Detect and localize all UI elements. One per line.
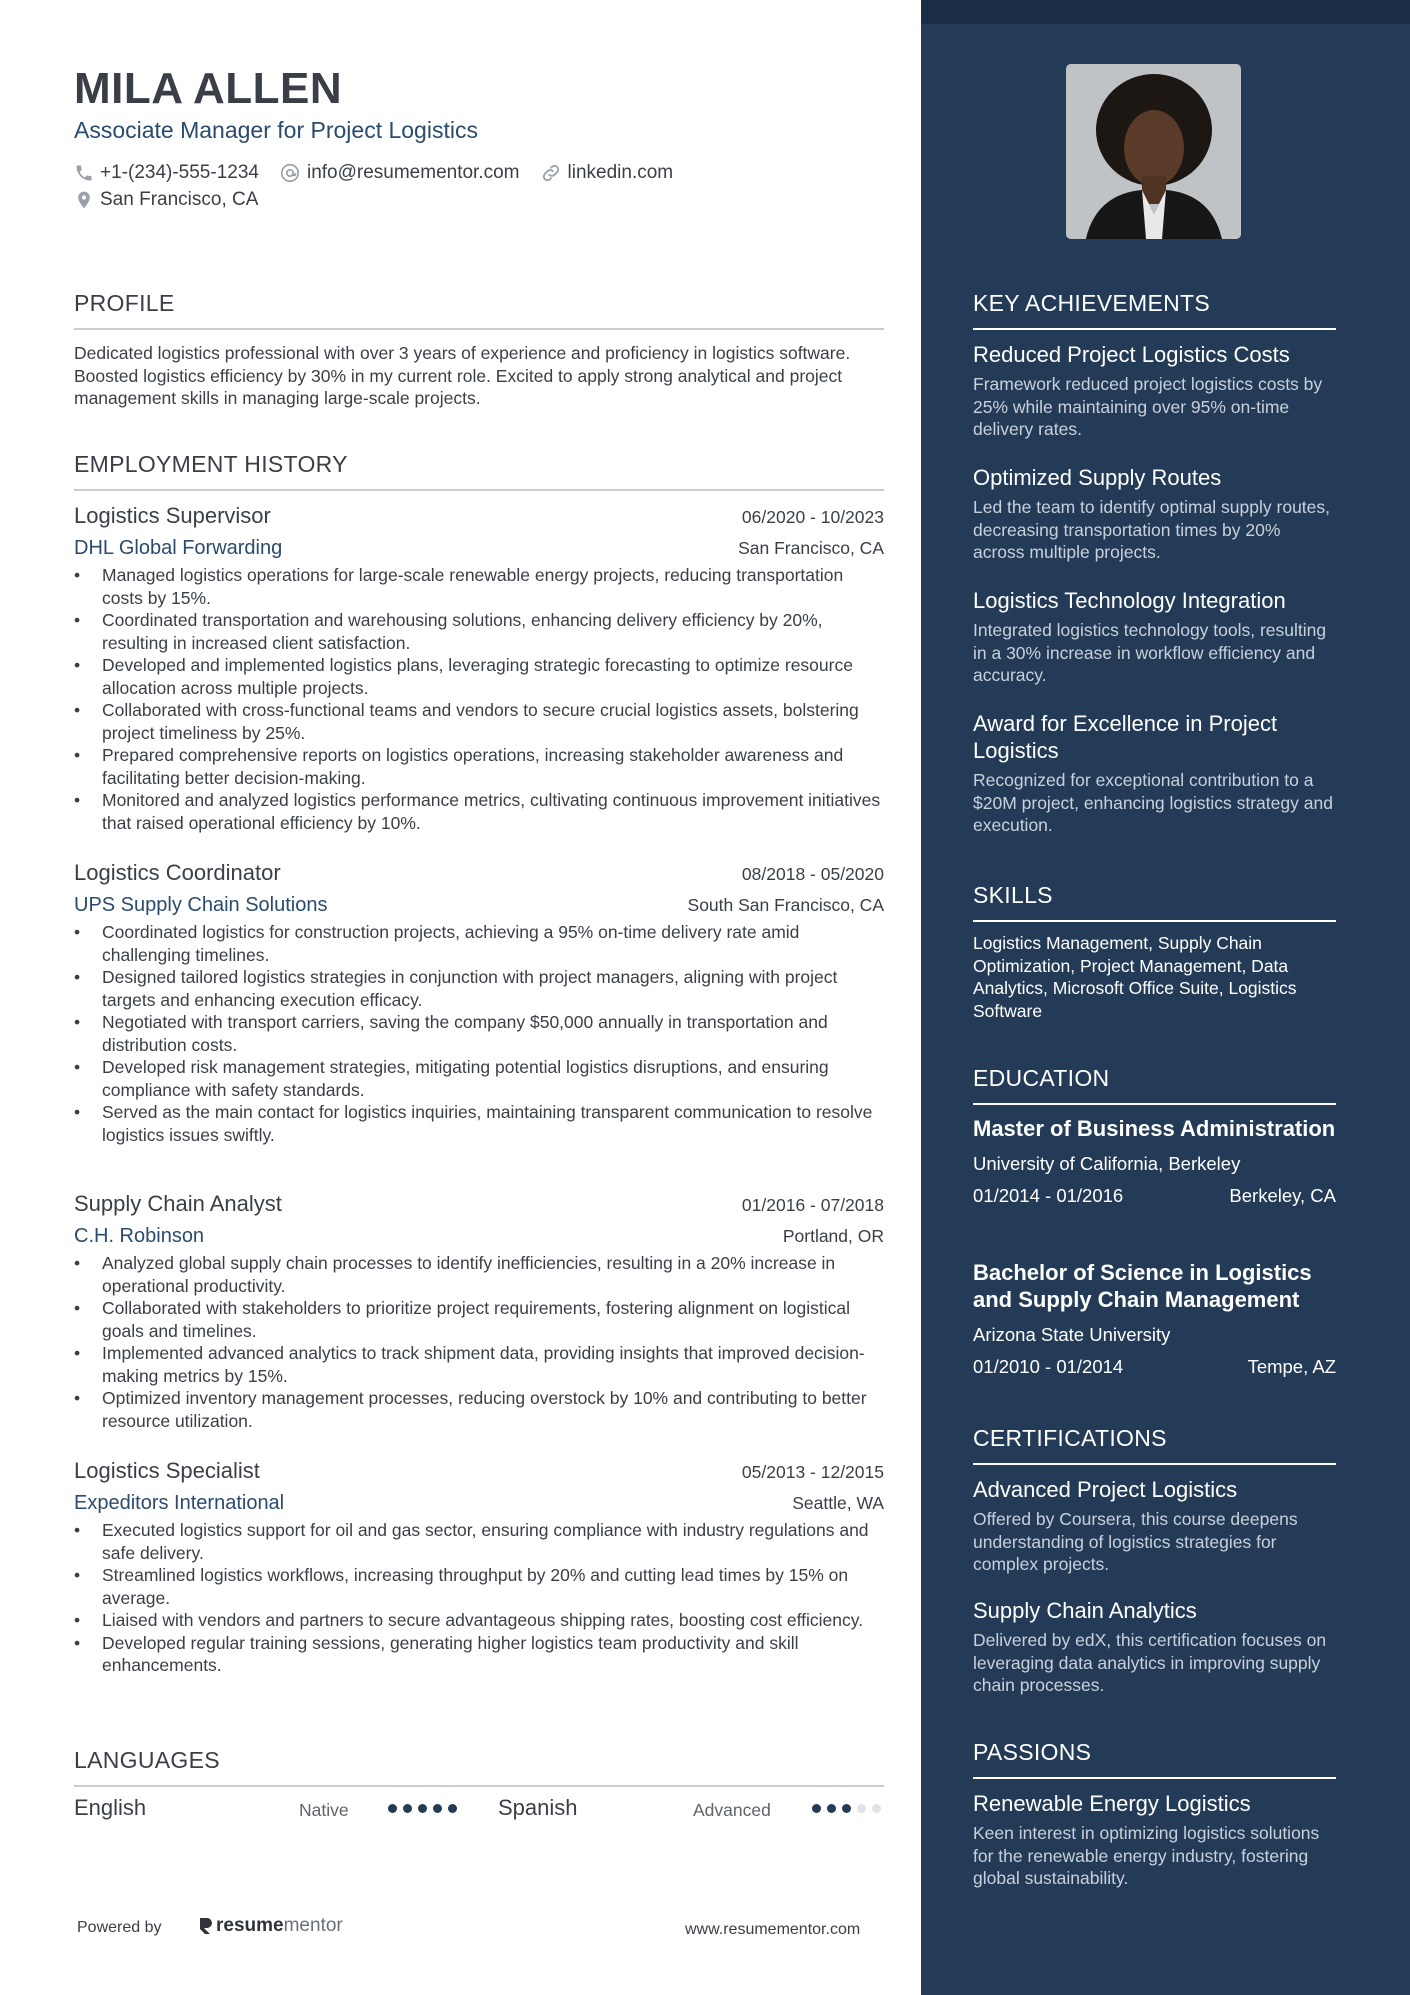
achievements-heading: KEY ACHIEVEMENTS (973, 290, 1336, 317)
rating-dot-empty (872, 1804, 881, 1813)
education-location: Tempe, AZ (1247, 1356, 1336, 1377)
footer-url[interactable]: www.resumementor.com (685, 1921, 861, 1938)
linkedin-contact[interactable] (540, 162, 674, 184)
achievement-desc: Led the team to identify optimal supply routes, decreasing transportation times by 20% across multiple projects. (973, 497, 1331, 562)
certification-title: Supply Chain Analytics (973, 1598, 1197, 1623)
achievement-desc: Recognized for exceptional contribution to a $20M project, enhancing logistics strategy and execution. (973, 770, 1333, 835)
rating-dot-filled (842, 1804, 851, 1813)
achievement-item (973, 341, 1336, 441)
rating-dot-filled (388, 1804, 397, 1813)
powered-by-text: Powered by (77, 1919, 162, 1936)
list-item: • Monitored and analyzed logistics performance metrics, cultivating continuous improvement initiatives that raised operational efficiency by 10%. (74, 789, 884, 834)
job-title: Supply Chain Analyst (74, 1191, 282, 1216)
achievement-item (973, 587, 1336, 687)
phone-text: +1-(234)-555-1234 (100, 162, 259, 183)
rating-dot-filled (403, 1804, 412, 1813)
skills-heading: SKILLS (973, 882, 1336, 909)
resumementor-logo[interactable]: resume mentor (198, 1915, 343, 1937)
education-school: University of California, Berkeley (973, 1153, 1241, 1174)
list-item: • Served as the main contact for logistics inquiries, maintaining transparent communication to resolve logistics issues swiftly. (74, 1101, 884, 1146)
job-dates: 01/2016 - 07/2018 (741, 1195, 884, 1215)
rating-dot-filled (827, 1804, 836, 1813)
achievement-title: Reduced Project Logistics Costs (973, 342, 1290, 367)
list-item: • Managed logistics operations for large-scale renewable energy projects, reducing transportation costs by 15%. (74, 564, 884, 609)
list-item: • Developed regular training sessions, generating higher logistics team productivity and skill enhancements. (74, 1632, 884, 1677)
list-item: • Designed tailored logistics strategies in conjunction with project managers, aligning with project targets and enhancing execution efficacy. (74, 966, 884, 1011)
rating-dot-filled (433, 1804, 442, 1813)
list-item: • Coordinated transportation and warehousing solutions, enhancing delivery efficiency by 20%, resulting in increased client satisfaction. (74, 609, 884, 654)
job-title: Logistics Coordinator (74, 860, 281, 885)
passions-heading: PASSIONS (973, 1739, 1336, 1766)
education-item (973, 1115, 1336, 1207)
job-title: Logistics Supervisor (74, 503, 271, 528)
list-item: • Implemented advanced analytics to track shipment data, providing insights that improved decision-making metrics by 15%. (74, 1342, 884, 1387)
education-dates: 01/2010 - 01/2014 (973, 1356, 1124, 1377)
location-pin-icon (74, 189, 94, 211)
job-location: San Francisco, CA (738, 538, 884, 558)
education-heading: EDUCATION (973, 1065, 1336, 1092)
job-entry (74, 1191, 884, 1432)
achievement-item (973, 464, 1336, 564)
education-item (973, 1259, 1336, 1378)
job-location: Portland, OR (782, 1226, 884, 1246)
list-item: • Negotiated with transport carriers, saving the company $50,000 annually in transportation and distribution costs. (74, 1011, 884, 1056)
certification-item (973, 1597, 1336, 1697)
education-location: Berkeley, CA (1229, 1185, 1336, 1206)
job-bullets (74, 1519, 884, 1677)
list-item: • Developed and implemented logistics plans, leveraging strategic forecasting to optimize resource allocation across multiple projects. (74, 654, 884, 699)
education-degree: Master of Business Administration (973, 1116, 1336, 1141)
passion-desc: Keen interest in optimizing logistics solutions for the renewable energy industry, fostering global sustainability. (973, 1823, 1320, 1888)
list-item: • Optimized inventory management processes, reducing overstock by 10% and contributing to better resource utilization. (74, 1387, 884, 1432)
job-company: Expeditors International (74, 1492, 285, 1514)
achievement-title: Optimized Supply Routes (973, 465, 1222, 490)
phone-contact[interactable] (74, 162, 259, 184)
list-item: • Analyzed global supply chain processes to identify inefficiencies, resulting in a 20% increase in operational productivity. (74, 1252, 884, 1297)
achievement-item (973, 710, 1336, 837)
job-entry (74, 1458, 884, 1677)
job-dates: 06/2020 - 10/2023 (741, 507, 884, 527)
job-company: C.H. Robinson (74, 1225, 205, 1247)
candidate-title: Associate Manager for Project Logistics (74, 117, 478, 143)
job-location: South San Francisco, CA (687, 895, 884, 915)
candidate-name: MILA ALLEN (74, 64, 343, 113)
achievement-desc: Integrated logistics technology tools, resulting in a 30% increase in workflow efficiency and accuracy. (973, 620, 1327, 685)
rating-dot-filled (418, 1804, 427, 1813)
language-level: Native (299, 1800, 349, 1820)
sidebar-top-band (921, 0, 1410, 24)
list-item: • Developed risk management strategies, mitigating potential logistics disruptions, and ensuring compliance with safety standards. (74, 1056, 884, 1101)
email-text: info@resumementor.com (306, 162, 520, 183)
achievement-desc: Framework reduced project logistics costs by 25% while maintaining over 95% on-time delivery rates. (973, 374, 1323, 439)
language-rating (812, 1804, 887, 1813)
language-rating (388, 1804, 463, 1813)
certification-item (973, 1476, 1336, 1576)
at-icon (279, 162, 301, 184)
job-entry (74, 860, 884, 1146)
passion-item (973, 1790, 1336, 1890)
logo-mark-icon (198, 1916, 214, 1936)
list-item: • Liaised with vendors and partners to secure advantageous shipping rates, boosting cost efficiency. (74, 1609, 884, 1632)
list-item: • Prepared comprehensive reports on logistics operations, increasing stakeholder awareness and facilitating better decision-making. (74, 744, 884, 789)
portrait-image (1066, 64, 1241, 239)
contact-info (74, 160, 693, 214)
language-name: Spanish (498, 1795, 578, 1820)
certification-title: Advanced Project Logistics (973, 1477, 1238, 1502)
job-bullets (74, 564, 884, 834)
job-dates: 05/2013 - 12/2015 (741, 1462, 884, 1482)
phone-icon (74, 163, 94, 183)
rating-dot-empty (857, 1804, 866, 1813)
job-entry (74, 503, 884, 834)
achievement-title: Logistics Technology Integration (973, 588, 1286, 613)
passion-title: Renewable Energy Logistics (973, 1791, 1251, 1816)
job-bullets (74, 1252, 884, 1432)
list-item: • Coordinated logistics for construction projects, achieving a 95% on-time delivery rate amid challenging timelines. (74, 921, 884, 966)
job-bullets (74, 921, 884, 1146)
achievement-title: Award for Excellence in Project Logistics (973, 711, 1278, 763)
employment-heading: EMPLOYMENT HISTORY (74, 451, 884, 478)
list-item: • Collaborated with cross-functional teams and vendors to secure crucial logistics assets, bolstering project timeliness by 25%. (74, 699, 884, 744)
languages-heading: LANGUAGES (74, 1747, 884, 1774)
email-contact[interactable] (279, 162, 520, 184)
education-dates: 01/2014 - 01/2016 (973, 1185, 1124, 1206)
rating-dot-filled (812, 1804, 821, 1813)
location-contact (74, 189, 258, 211)
language-level: Advanced (693, 1800, 771, 1820)
job-dates: 08/2018 - 05/2020 (741, 864, 884, 884)
location-text: San Francisco, CA (100, 189, 259, 210)
language-name: English (74, 1795, 147, 1820)
list-item: • Executed logistics support for oil and gas sector, ensuring compliance with industry regulations and safe delivery. (74, 1519, 884, 1564)
skills-text: Logistics Management, Supply Chain Optimization, Project Management, Data Analytics, Microsoft Office Suite, Logistics Software (973, 933, 1297, 1021)
profile-text: Dedicated logistics professional with over 3 years of experience and proficiency in logistics software. Boosted logistics efficiency by 30% in my current role. Excited to apply strong analytical and project management skills in managing large-scale projects. (74, 343, 851, 408)
rating-dot-filled (448, 1804, 457, 1813)
job-location: Seattle, WA (792, 1493, 884, 1513)
list-item: • Collaborated with stakeholders to prioritize project requirements, fostering alignment on logistical goals and timelines. (74, 1297, 884, 1342)
certification-desc: Offered by Coursera, this course deepens understanding of logistics strategies for complex projects. (973, 1509, 1298, 1574)
education-degree: Bachelor of Science in Logistics and Supply Chain Management (973, 1260, 1312, 1312)
profile-heading: PROFILE (74, 290, 884, 317)
certifications-heading: CERTIFICATIONS (973, 1425, 1336, 1452)
list-item: • Streamlined logistics workflows, increasing throughput by 20% and cutting lead times by 15% on average. (74, 1564, 884, 1609)
job-company: DHL Global Forwarding (74, 537, 283, 559)
linkedin-text: linkedin.com (567, 162, 674, 183)
job-title: Logistics Specialist (74, 1458, 260, 1483)
job-company: UPS Supply Chain Solutions (74, 894, 328, 916)
certification-desc: Delivered by edX, this certification focuses on leveraging data analytics in improving supply chain processes. (973, 1630, 1327, 1695)
link-icon (540, 162, 562, 184)
education-school: Arizona State University (973, 1324, 1171, 1345)
profile-photo (1066, 64, 1241, 239)
